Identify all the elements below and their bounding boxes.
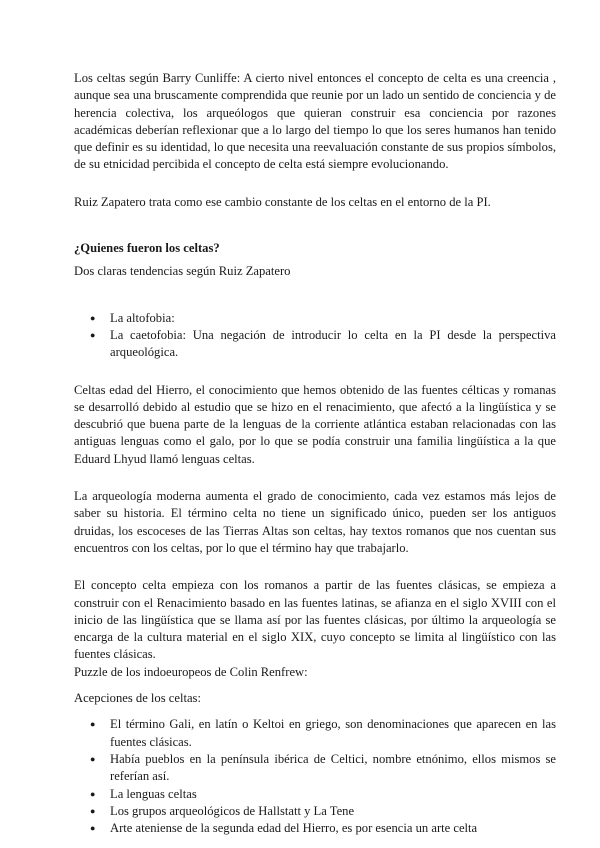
paragraph-ruiz-zapatero: Ruiz Zapatero trata como ese cambio constante de los celtas en el entorno de la PI. [74, 194, 491, 209]
list-item: ● La caetofobia: Una negación de introducir lo celta en la PI desde la perspectiva arqueológica. [74, 327, 556, 362]
list-item: ● Arte ateniense de la segunda edad del Hierro, es por esencia un arte celta [74, 820, 556, 837]
paragraph-arqueologia-moderna: La arqueología moderna aumenta el grado de conocimiento, cada vez estamos más lejos de saber su historia. El término celta no tiene un significado único, pueden ser los antiguos druidas, los escoceses de las Tierras Altas son celtas, hay textos romanos que nos cuentan sus encuentros con los celtas, por lo que el término hay que trabajarlo. [74, 489, 556, 555]
list-item: ● Los grupos arqueológicos de Hallstatt y La Tene [74, 803, 556, 820]
acepciones-list [74, 716, 556, 837]
section-heading: ¿Quienes fueron los celtas? [74, 241, 220, 256]
paragraph-concepto-celta: El concepto celta empieza con los romanos a partir de las fuentes clásicas, se empieza a construir con el Renacimiento basado en las fuentes latinas, se afianza en el siglo XVIII con el inicio de las lingüística que se llama así por las fuentes clásicas, por último la arqueología se encarga de la cultura material en el siglo XIX, cuyo concepto se limita al lingüístico con las fuentes clásicas. [74, 578, 556, 662]
list-item: ● Había pueblos en la península ibérica de Celtici, nombre etnónimo, ellos mismos se referían así. [74, 751, 556, 786]
paragraph-acepciones: Acepciones de los celtas: [74, 691, 201, 706]
tendencias-list [74, 310, 556, 362]
paragraph-cunliffe: Los celtas según Barry Cunliffe: A cierto nivel entonces el concepto de celta es una creencia , aunque sea una bruscamente comprendida que reunie por un lado un sentido de conciencia y de herencia colectiva, los arqueólogos que quieran construir esa conciencia por razones académicas deberían reflexionar que a lo largo del tiempo lo que los seres humanos han tenido que definir es su identidad, lo que necesita una reevaluación constante de sus propios símbolos, de su etnicidad percibida el concepto de celta está siempre evolucionando. [74, 71, 556, 172]
paragraph-tendencias: Dos claras tendencias según Ruiz Zapatero [74, 264, 291, 279]
list-item: ● El término Gali, en latín o Keltoi en griego, son denominaciones que aparecen en las fuentes clásicas. [74, 716, 556, 751]
list-item: ● La altofobia: [74, 310, 556, 327]
list-item: ● La lenguas celtas [74, 786, 556, 803]
paragraph-edad-hierro: Celtas edad del Hierro, el conocimiento que hemos obtenido de las fuentes célticas y romanas se desarrolló debido al estudio que se hizo en el renacimiento, que afectó a la lingüística y se descubrió que buena parte de la lenguas de la corriente atlántica estaban relacionadas con las antiguas lenguas como el galo, por lo que se podía construir una familia lingüística a la que Eduard Lhyud llamó lenguas celtas. [74, 382, 556, 466]
paragraph-renfrew: Puzzle de los indoeuropeos de Colin Renfrew: [74, 664, 308, 679]
